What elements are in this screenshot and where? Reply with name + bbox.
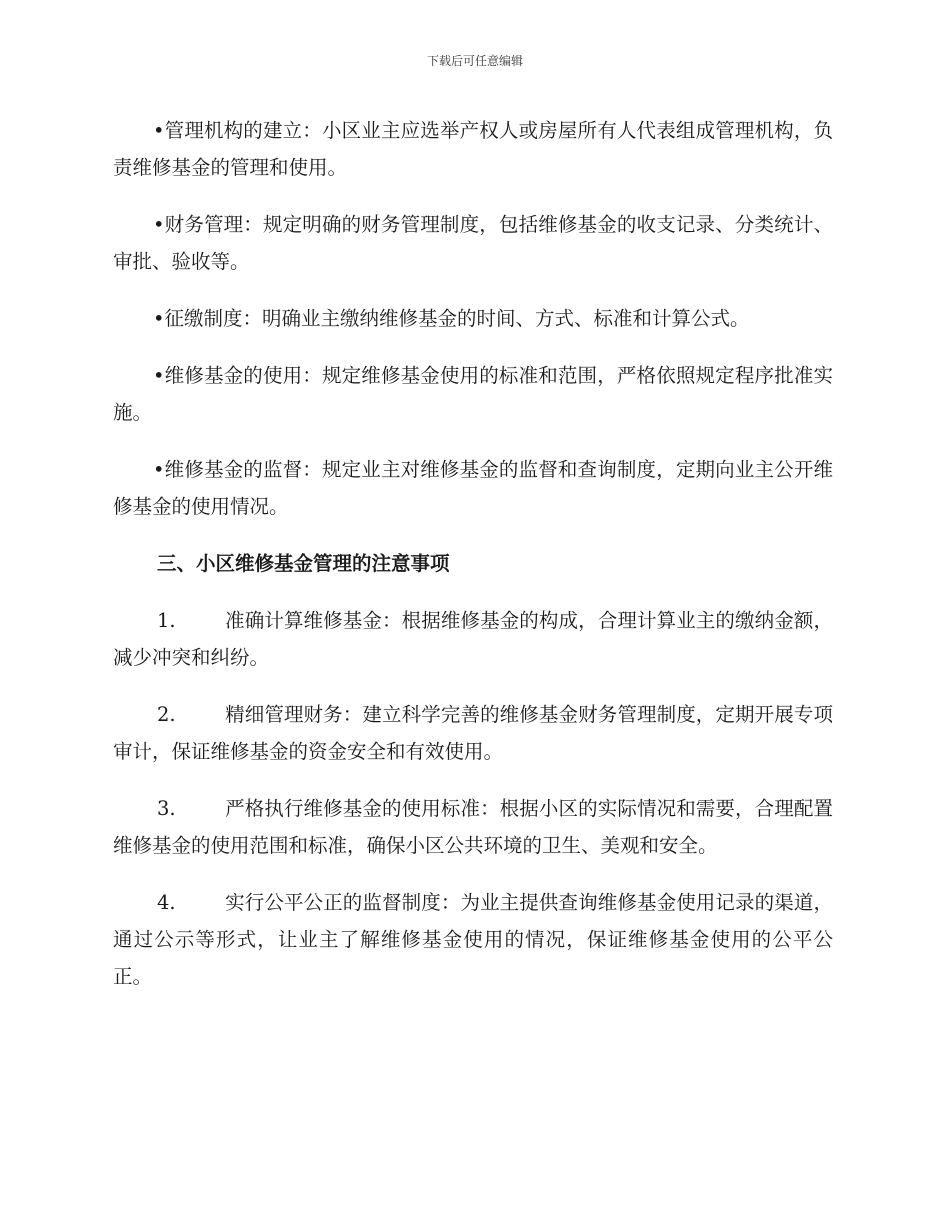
bullet-paragraph: •财务管理：规定明确的财务管理制度，包括维修基金的收支记录、分类统计、审批、验收等。 [113, 213, 833, 273]
bullet-paragraph: •维修基金的监督：规定业主对维修基金的监督和查询制度，定期向业主公开维修基金的使用情况。 [113, 458, 833, 518]
item-number: 1. [157, 609, 176, 632]
section-heading: 三、小区维修基金管理的注意事项 [157, 552, 450, 575]
item-text: 精细管理财务：建立科学完善的维修基金财务管理制度，定期开展专项审计，保证维修基金的资金安全和有效使用。 [113, 703, 833, 763]
item-text: 准确计算维修基金：根据维修基金的构成，合理计算业主的缴纳金额，减少冲突和纠纷。 [113, 609, 833, 669]
bullet-paragraph: •管理机构的建立：小区业主应选举产权人或房屋所有人代表组成管理机构，负责维修基金的管理和使用。 [113, 119, 833, 179]
item-number: 2. [157, 703, 176, 726]
item-text: 实行公平公正的监督制度：为业主提供查询维修基金使用记录的渠道，通过公示等形式，让业主了解维修基金使用的情况，保证维修基金使用的公平公正。 [113, 891, 833, 988]
numbered-item [113, 696, 833, 770]
numbered-item [113, 884, 833, 995]
numbered-item [113, 790, 833, 864]
bullet-paragraph: •征缴制度：明确业主缴纳维修基金的时间、方式、标准和计算公式。 [153, 307, 750, 330]
numbered-item [113, 602, 833, 676]
bullet-paragraph: •维修基金的使用：规定维修基金使用的标准和范围，严格依照规定程序批准实施。 [113, 364, 833, 424]
item-text: 严格执行维修基金的使用标准：根据小区的实际情况和需要，合理配置维修基金的使用范围和标准，确保小区公共环境的卫生、美观和安全。 [113, 797, 833, 857]
page-header: 下载后可任意编辑 [426, 54, 523, 68]
item-number: 3. [157, 797, 176, 820]
item-number: 4. [157, 891, 176, 914]
document-body [113, 112, 833, 1015]
